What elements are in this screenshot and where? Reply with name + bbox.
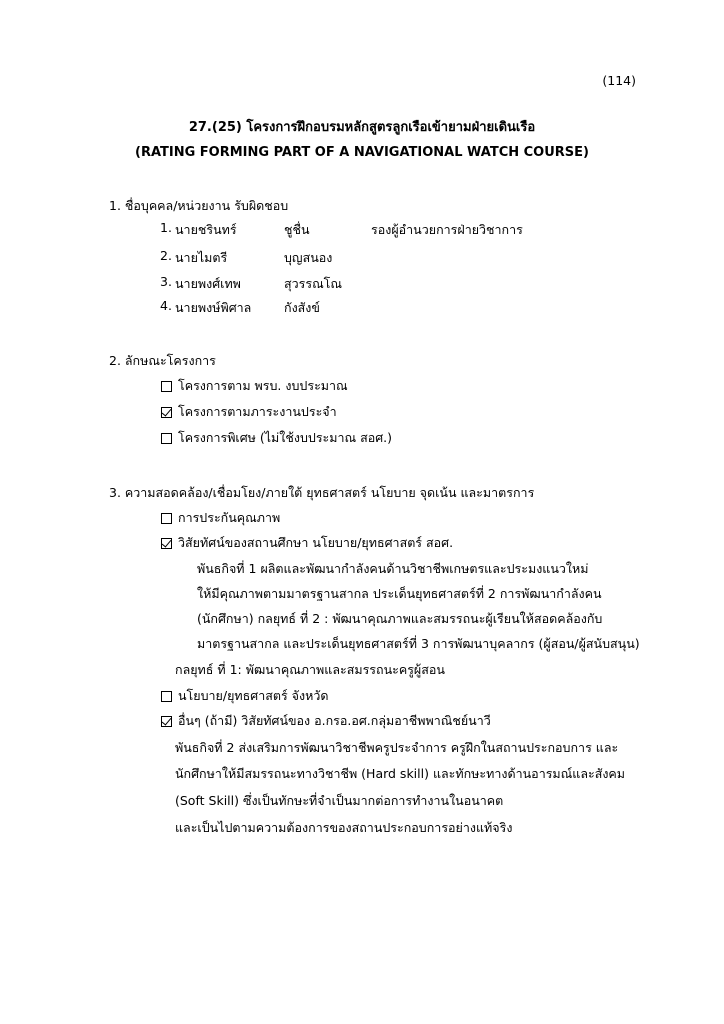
option-label: โครงการพิเศษ (ไม่ใช้งบประมาณ สอศ.) bbox=[178, 430, 392, 445]
option-label: นโยบาย/ยุทธศาสตร์ จังหวัด bbox=[178, 688, 329, 703]
section-2-heading: 2. ลักษณะโครงการ bbox=[109, 353, 216, 368]
vision-text-line: มาตรฐานสากล และประเด็นยุทธศาสตร์ที่ 3 การพัฒนาบุคลากร (ผู้สอน/ผู้สนับสนุน) bbox=[197, 636, 640, 651]
option-label: โครงการตามภาระงานประจำ bbox=[178, 404, 337, 419]
option-label: วิสัยทัศน์ของสถานศึกษา นโยบาย/ยุทธศาสตร์ สอศ. bbox=[178, 535, 454, 550]
checkbox-checked-icon[interactable] bbox=[161, 538, 172, 549]
person-last-name: สุวรรณโณ bbox=[284, 276, 342, 291]
person-index: 2. bbox=[160, 248, 172, 263]
alignment-option[interactable] bbox=[161, 533, 453, 553]
person-index: 3. bbox=[160, 274, 172, 289]
vision-text-line: (นักศึกษา) กลยุทธ์ ที่ 2 : พัฒนาคุณภาพและสมรรถนะผู้เรียนให้สอดคล้องกับ bbox=[197, 611, 603, 626]
alignment-option[interactable] bbox=[161, 686, 328, 706]
checkbox-unchecked-icon[interactable] bbox=[161, 433, 172, 444]
alignment-option[interactable] bbox=[161, 508, 280, 528]
checkbox-unchecked-icon[interactable] bbox=[161, 381, 172, 392]
option-label: โครงการตาม พรบ. งบประมาณ bbox=[178, 378, 348, 393]
checkbox-checked-icon[interactable] bbox=[161, 407, 172, 418]
project-type-option[interactable] bbox=[161, 428, 392, 448]
mission-text-line: (Soft Skill) ซึ่งเป็นทักษะที่จำเป็นมากต่อการทำงานในอนาคต bbox=[175, 793, 504, 808]
mission-text-line: และเป็นไปตามความต้องการของสถานประกอบการอย่างแท้จริง bbox=[175, 820, 513, 835]
option-label: การประกันคุณภาพ bbox=[178, 510, 281, 525]
project-type-option[interactable] bbox=[161, 376, 348, 396]
person-last-name: บุญสนอง bbox=[284, 250, 333, 265]
mission-text-line: พันธกิจที่ 2 ส่งเสริมการพัฒนาวิชาชีพครูประจำการ ครูฝึกในสถานประกอบการ และ bbox=[175, 740, 619, 755]
person-index: 1. bbox=[160, 220, 172, 235]
checkbox-unchecked-icon[interactable] bbox=[161, 691, 172, 702]
vision-text-line: ให้มีคุณภาพตามมาตรฐานสากล ประเด็นยุทธศาสตร์ที่ 2 การพัฒนากำลังคน bbox=[197, 586, 602, 601]
person-last-name: กังสังข์ bbox=[284, 300, 320, 315]
person-role: รองผู้อำนวยการฝ่ายวิชาการ bbox=[371, 222, 523, 237]
option-label: อื่นๆ (ถ้ามี) วิสัยทัศน์ของ อ.กรอ.อศ.กลุ่มอาชีพพาณิชย์นาวี bbox=[178, 713, 491, 728]
document-title-thai: 27.(25) โครงการฝึกอบรมหลักสูตรลูกเรือเข้ายามฝ่ายเดินเรือ bbox=[188, 120, 536, 135]
mission-text-line: นักศึกษาให้มีสมรรถนะทางวิชาชีพ (Hard skill) และทักษะทางด้านอารมณ์และสังคม bbox=[175, 766, 626, 781]
page-number: (114) bbox=[602, 73, 636, 88]
project-type-option[interactable] bbox=[161, 402, 337, 422]
person-first-name: นายชรินทร์ bbox=[175, 222, 237, 237]
alignment-option[interactable] bbox=[161, 711, 491, 731]
strategy-text-line: กลยุทธ์ ที่ 1: พัฒนาคุณภาพและสมรรถนะครูผู้สอน bbox=[175, 662, 445, 677]
section-3-heading: 3. ความสอดคล้อง/เชื่อมโยง/ภายใต้ ยุทธศาสตร์ นโยบาย จุดเน้น และมาตรการ bbox=[109, 485, 535, 500]
vision-text-line: พันธกิจที่ 1 ผลิตและพัฒนากำลังคนด้านวิชาชีพเกษตรและประมงแนวใหม่ bbox=[197, 561, 589, 576]
section-1-heading: 1. ชื่อบุคคล/หน่วยงาน รับผิดชอบ bbox=[109, 198, 289, 213]
person-first-name: นายพงษ์พิศาล bbox=[175, 300, 252, 315]
document-title-english: (RATING FORMING PART OF A NAVIGATIONAL WATCH COURSE) bbox=[135, 145, 589, 160]
checkbox-checked-icon[interactable] bbox=[161, 716, 172, 727]
person-first-name: นายพงศ์เทพ bbox=[175, 276, 241, 291]
person-last-name: ชูชื่น bbox=[284, 222, 310, 237]
person-index: 4. bbox=[160, 298, 172, 313]
checkbox-unchecked-icon[interactable] bbox=[161, 513, 172, 524]
person-first-name: นายไมตรี bbox=[175, 250, 228, 265]
